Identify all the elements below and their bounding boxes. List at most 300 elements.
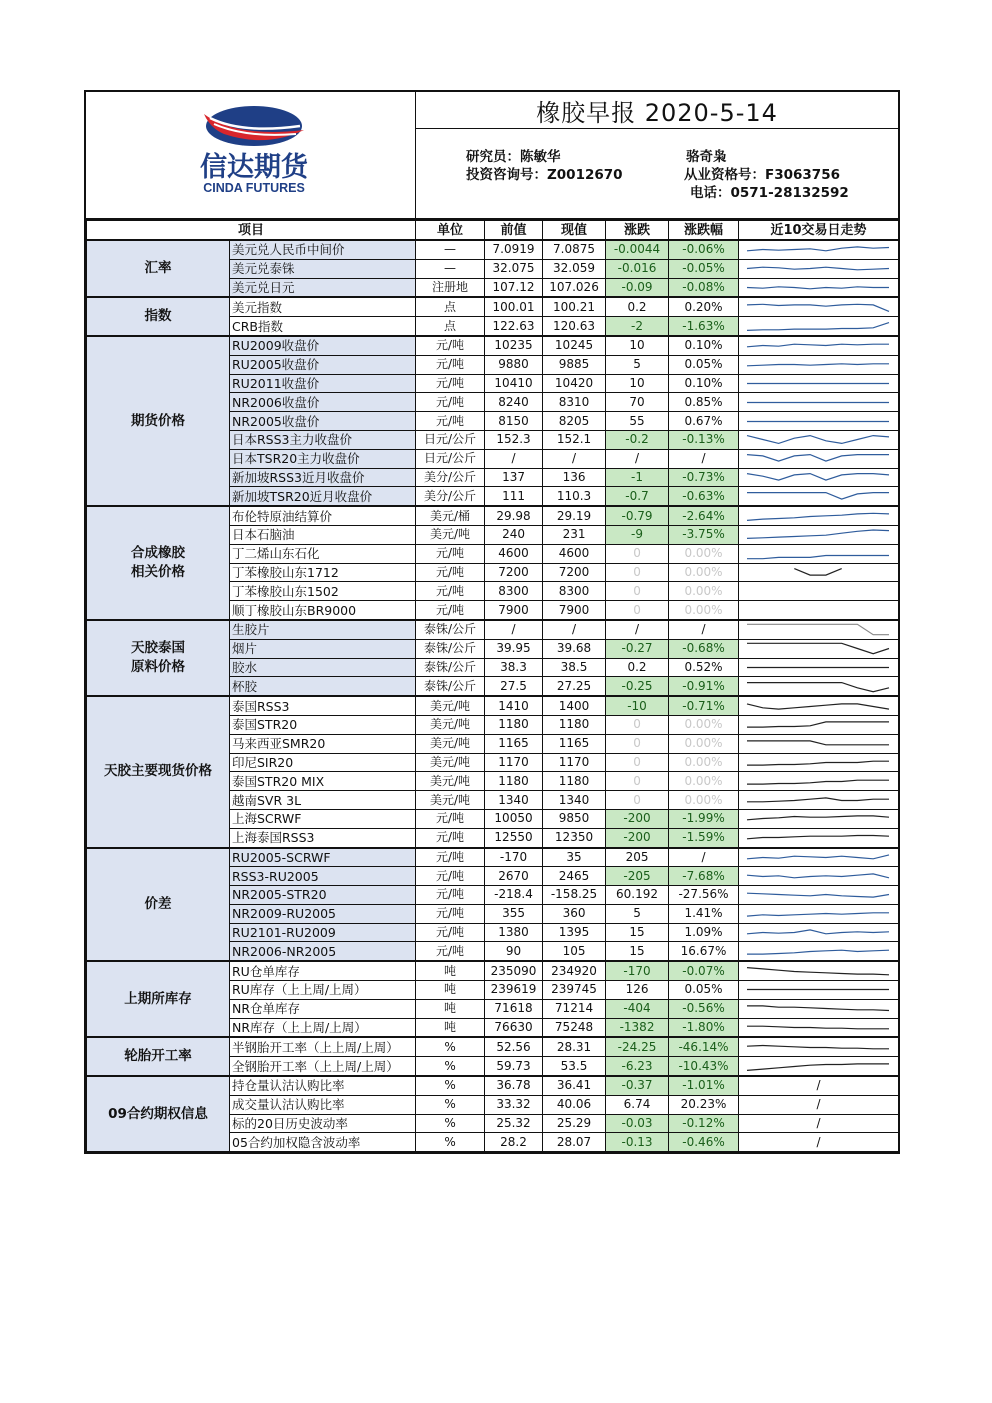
unit-cell: 泰铢/公斤 — [416, 639, 485, 658]
change-value: -2 — [606, 317, 669, 336]
sparkline-cell — [739, 923, 899, 942]
trend-placeholder: / — [739, 1095, 899, 1114]
prev-value: 122.63 — [485, 317, 543, 336]
sparkline-path — [747, 1026, 889, 1029]
sparkline-icon — [739, 488, 897, 505]
sparkline-icon — [739, 621, 897, 638]
sparkline-path — [747, 836, 889, 839]
sparkline-cell — [739, 904, 899, 923]
unit-cell: % — [416, 1037, 485, 1056]
prev-value: 38.3 — [485, 658, 543, 677]
change-value: 10 — [606, 336, 669, 355]
prev-value: 28.2 — [485, 1133, 543, 1152]
cur-value: 1170 — [543, 753, 606, 772]
cur-value: 7200 — [543, 563, 606, 582]
change-value: -24.25 — [606, 1037, 669, 1056]
sparkline-cell — [739, 658, 899, 677]
unit-cell: 元/吨 — [416, 809, 485, 828]
cur-value: 39.68 — [543, 639, 606, 658]
unit-cell: 泰铢/公斤 — [416, 620, 485, 639]
unit-cell: 元/吨 — [416, 355, 485, 374]
prev-value: 1180 — [485, 772, 543, 791]
change-value: / — [606, 449, 669, 468]
sparkline-path — [747, 247, 889, 251]
item-name: NR库存（上上周/上周） — [230, 1018, 416, 1037]
change-value: 0 — [606, 544, 669, 563]
sparkline-path — [747, 287, 889, 289]
unit-cell: 元/吨 — [416, 412, 485, 431]
change-value: 0 — [606, 791, 669, 810]
sparkline-cell — [739, 278, 899, 297]
sparkline-cell — [739, 848, 899, 867]
change-value: 6.74 — [606, 1095, 669, 1114]
sparkline-icon — [739, 735, 897, 752]
item-name: 马来西亚SMR20 — [230, 734, 416, 753]
unit-cell: 元/吨 — [416, 923, 485, 942]
change-pct: -1.63% — [669, 317, 739, 336]
phone-number: 电话：0571-28132592 — [690, 185, 849, 201]
header-right — [416, 92, 898, 218]
trend-placeholder: / — [739, 1076, 899, 1095]
prev-value: 235090 — [485, 961, 543, 980]
cur-value: 9850 — [543, 809, 606, 828]
sparkline-cell — [739, 715, 899, 734]
sparkline-cell — [739, 412, 899, 431]
sparkline-cell — [739, 544, 899, 563]
item-name: RU2005收盘价 — [230, 355, 416, 374]
unit-cell: — — [416, 240, 485, 259]
sparkline-cell — [739, 374, 899, 393]
item-name: 印尼SIR20 — [230, 753, 416, 772]
unit-cell: % — [416, 1057, 485, 1076]
prev-value: 239619 — [485, 981, 543, 1000]
sparkline-cell — [739, 240, 899, 259]
item-name: 顺丁橡胶山东BR9000 — [230, 601, 416, 620]
sparkline-cell — [739, 828, 899, 847]
change-value: 0 — [606, 715, 669, 734]
cur-value: 2465 — [543, 867, 606, 886]
sparkline-icon — [739, 773, 897, 790]
sparkline-icon — [739, 659, 897, 676]
change-pct: -0.63% — [669, 487, 739, 506]
sparkline-path — [747, 950, 889, 954]
sparkline-path — [747, 816, 889, 820]
item-name: NR2005收盘价 — [230, 412, 416, 431]
sparkline-cell — [739, 886, 899, 905]
unit-cell: 元/吨 — [416, 886, 485, 905]
sparkline-icon — [739, 602, 897, 619]
change-value: -0.0044 — [606, 240, 669, 259]
unit-cell: 元/吨 — [416, 867, 485, 886]
item-name: 持仓量认沽认购比率 — [230, 1076, 416, 1095]
sparkline-cell — [739, 355, 899, 374]
change-value: -0.79 — [606, 506, 669, 525]
prev-value: / — [485, 449, 543, 468]
item-name: NR2006-NR2005 — [230, 942, 416, 961]
sparkline-cell — [739, 487, 899, 506]
cur-value: 152.1 — [543, 430, 606, 449]
staff-info — [416, 129, 898, 218]
change-pct: 1.41% — [669, 904, 739, 923]
qualification-number: 从业资格号：F3063756 — [684, 167, 840, 183]
prev-value: 10410 — [485, 374, 543, 393]
change-pct: 0.00% — [669, 791, 739, 810]
sparkline-path — [747, 913, 889, 916]
report-sheet — [84, 90, 900, 1154]
item-name: 美元兑泰铢 — [230, 259, 416, 278]
change-pct: 0.52% — [669, 658, 739, 677]
change-value: -0.25 — [606, 677, 669, 696]
consult-number: 投资咨询号：Z0012670 — [466, 167, 623, 183]
change-value: -404 — [606, 999, 669, 1018]
sparkline-path — [747, 682, 889, 691]
sparkline-icon — [739, 1019, 897, 1036]
sparkline-icon — [739, 431, 897, 448]
prev-value: 10050 — [485, 809, 543, 828]
sparkline-icon — [739, 886, 897, 903]
prev-value: 71618 — [485, 999, 543, 1018]
change-pct: -10.43% — [669, 1057, 739, 1076]
change-value: 126 — [606, 981, 669, 1000]
change-value: 60.192 — [606, 886, 669, 905]
item-name: 日本TSR20主力收盘价 — [230, 449, 416, 468]
sparkline-path — [747, 741, 889, 745]
item-name: RU2011收盘价 — [230, 374, 416, 393]
item-name: 美元兑人民币中间价 — [230, 240, 416, 259]
sparkline-cell — [739, 753, 899, 772]
sparkline-path — [747, 703, 889, 708]
sparkline-icon — [739, 469, 897, 486]
change-pct: 0.05% — [669, 981, 739, 1000]
cur-value: 239745 — [543, 981, 606, 1000]
category-cell: 天胶泰国 原料价格 — [87, 620, 230, 696]
unit-cell: 美元/桶 — [416, 506, 485, 525]
cur-value: 71214 — [543, 999, 606, 1018]
item-name: NR2005-STR20 — [230, 886, 416, 905]
cur-value: 35 — [543, 848, 606, 867]
sparkline-path — [747, 1006, 889, 1011]
sparkline-path — [747, 643, 889, 653]
change-value: -0.03 — [606, 1114, 669, 1133]
change-pct: 0.00% — [669, 601, 739, 620]
table-row — [87, 848, 899, 867]
data-table — [86, 220, 899, 1152]
item-name: 泰国STR20 MIX — [230, 772, 416, 791]
change-pct: -0.06% — [669, 240, 739, 259]
cur-value: 110.3 — [543, 487, 606, 506]
sparkline-cell — [739, 809, 899, 828]
item-name: 标的20日历史波动率 — [230, 1114, 416, 1133]
item-name: 生胶片 — [230, 620, 416, 639]
cur-value: 4600 — [543, 544, 606, 563]
sparkline-icon — [739, 241, 897, 258]
change-value: -0.27 — [606, 639, 669, 658]
change-value: -10 — [606, 696, 669, 715]
unit-cell: 元/吨 — [416, 848, 485, 867]
cur-value: -158.25 — [543, 886, 606, 905]
item-name: 上海SCRWF — [230, 809, 416, 828]
change-value: -170 — [606, 961, 669, 980]
unit-cell: 元/吨 — [416, 582, 485, 601]
category-cell: 轮胎开工率 — [87, 1037, 230, 1076]
change-value: -200 — [606, 828, 669, 847]
sparkline-icon — [739, 1039, 897, 1056]
change-pct: 0.67% — [669, 412, 739, 431]
sparkline-path — [747, 322, 889, 330]
change-pct: -3.75% — [669, 525, 739, 544]
item-name: 泰国STR20 — [230, 715, 416, 734]
logo-en-text: CINDA FUTURES — [203, 181, 305, 195]
change-pct: -0.13% — [669, 430, 739, 449]
trend-placeholder: / — [739, 1133, 899, 1152]
change-value: 70 — [606, 393, 669, 412]
prev-value: 52.56 — [485, 1037, 543, 1056]
item-name: 丁二烯山东石化 — [230, 544, 416, 563]
sparkline-icon — [739, 260, 897, 277]
change-value: 15 — [606, 923, 669, 942]
change-value: -1382 — [606, 1018, 669, 1037]
item-name: 日本石脑油 — [230, 525, 416, 544]
cur-value: 28.07 — [543, 1133, 606, 1152]
sparkline-icon — [739, 375, 897, 392]
sparkline-cell — [739, 1037, 899, 1056]
change-pct: 0.00% — [669, 715, 739, 734]
unit-cell: 泰铢/公斤 — [416, 677, 485, 696]
sparkline-cell — [739, 942, 899, 961]
item-name: 上海泰国RSS3 — [230, 828, 416, 847]
change-pct: 0.05% — [669, 355, 739, 374]
cur-value: 8205 — [543, 412, 606, 431]
item-name: 新加坡RSS3近月收盘价 — [230, 468, 416, 487]
change-value: -0.09 — [606, 278, 669, 297]
prev-value: / — [485, 620, 543, 639]
cur-value: 40.06 — [543, 1095, 606, 1114]
cur-value: 100.21 — [543, 297, 606, 316]
sparkline-path — [747, 513, 889, 520]
cur-value: 7900 — [543, 601, 606, 620]
change-value: / — [606, 620, 669, 639]
prev-value: 33.32 — [485, 1095, 543, 1114]
sparkline-path — [747, 1045, 889, 1048]
cur-value: 53.5 — [543, 1057, 606, 1076]
researcher-label: 研究员：陈敏华 — [466, 149, 561, 165]
sparkline-icon — [739, 943, 897, 960]
change-value: 0 — [606, 563, 669, 582]
sparkline-icon — [739, 299, 897, 316]
unit-cell: % — [416, 1095, 485, 1114]
cur-value: 1400 — [543, 696, 606, 715]
sparkline-path — [747, 967, 889, 974]
sparkline-cell — [739, 430, 899, 449]
change-pct: 0.85% — [669, 393, 739, 412]
unit-cell: 元/吨 — [416, 544, 485, 563]
unit-cell: 日元/公斤 — [416, 430, 485, 449]
category-cell: 09合约期权信息 — [87, 1076, 230, 1152]
sparkline-cell — [739, 259, 899, 278]
prev-value: 29.98 — [485, 506, 543, 525]
unit-cell: 注册地 — [416, 278, 485, 297]
change-pct: -0.07% — [669, 961, 739, 980]
change-pct: / — [669, 848, 739, 867]
change-pct: 0.00% — [669, 753, 739, 772]
sparkline-path — [747, 267, 889, 270]
sparkline-cell — [739, 336, 899, 355]
sparkline-cell — [739, 449, 899, 468]
sparkline-path — [747, 304, 889, 311]
change-pct: -0.12% — [669, 1114, 739, 1133]
prev-value: 2670 — [485, 867, 543, 886]
item-name: 杯胶 — [230, 677, 416, 696]
cur-value: 1395 — [543, 923, 606, 942]
second-researcher: 骆奇枭 — [686, 149, 727, 165]
col-header-prev: 前值 — [485, 221, 543, 241]
sparkline-icon — [739, 337, 897, 354]
table-row — [87, 506, 899, 525]
sparkline-cell — [739, 1057, 899, 1076]
change-pct: 0.00% — [669, 772, 739, 791]
prev-value: 32.075 — [485, 259, 543, 278]
sparkline-icon — [739, 829, 897, 846]
sparkline-path — [747, 722, 889, 727]
sparkline-path — [747, 492, 889, 499]
sparkline-icon — [739, 640, 897, 657]
change-value: -205 — [606, 867, 669, 886]
cur-value: 120.63 — [543, 317, 606, 336]
sparkline-path — [747, 855, 889, 859]
change-pct: -0.05% — [669, 259, 739, 278]
unit-cell: 美元/吨 — [416, 753, 485, 772]
item-name: 丁苯橡胶山东1712 — [230, 563, 416, 582]
item-name: NR2006收盘价 — [230, 393, 416, 412]
cur-value: 32.059 — [543, 259, 606, 278]
change-pct: -1.01% — [669, 1076, 739, 1095]
sparkline-icon — [739, 318, 897, 335]
unit-cell: — — [416, 259, 485, 278]
prev-value: 90 — [485, 942, 543, 961]
change-pct: 0.20% — [669, 297, 739, 316]
col-header-unit: 单位 — [416, 221, 485, 241]
change-value: -0.016 — [606, 259, 669, 278]
cur-value: 10420 — [543, 374, 606, 393]
change-value: 0 — [606, 772, 669, 791]
sparkline-icon — [739, 678, 897, 695]
unit-cell: 吨 — [416, 961, 485, 980]
category-cell: 指数 — [87, 297, 230, 336]
sparkline-path — [747, 530, 889, 538]
change-value: -1 — [606, 468, 669, 487]
cur-value: 105 — [543, 942, 606, 961]
prev-value: 1340 — [485, 791, 543, 810]
sparkline-cell — [739, 696, 899, 715]
cur-value: 27.25 — [543, 677, 606, 696]
change-pct: -7.68% — [669, 867, 739, 886]
sparkline-path — [747, 930, 889, 934]
sparkline-cell — [739, 601, 899, 620]
sparkline-cell — [739, 393, 899, 412]
change-value: 0.2 — [606, 297, 669, 316]
item-name: NR2009-RU2005 — [230, 904, 416, 923]
change-value: -200 — [606, 809, 669, 828]
sparkline-path — [747, 556, 889, 559]
prev-value: 4600 — [485, 544, 543, 563]
sparkline-icon — [739, 413, 897, 430]
change-pct: 0.00% — [669, 734, 739, 753]
sparkline-path — [747, 761, 889, 765]
sparkline-path — [747, 780, 889, 784]
sparkline-cell — [739, 999, 899, 1018]
prev-value: 1165 — [485, 734, 543, 753]
sparkline-icon — [739, 754, 897, 771]
sparkline-path — [747, 474, 889, 481]
change-pct: -1.80% — [669, 1018, 739, 1037]
category-cell: 汇率 — [87, 240, 230, 297]
change-pct: -0.46% — [669, 1133, 739, 1152]
prev-value: 9880 — [485, 355, 543, 374]
item-name: 半钢胎开工率（上上周/上周） — [230, 1037, 416, 1056]
sparkline-icon — [739, 526, 897, 543]
unit-cell: 元/吨 — [416, 942, 485, 961]
change-pct: 1.09% — [669, 923, 739, 942]
sparkline-path — [747, 364, 889, 366]
col-header-chg: 涨跌 — [606, 221, 669, 241]
prev-value: 111 — [485, 487, 543, 506]
table-row — [87, 240, 899, 259]
sparkline-path — [747, 625, 889, 635]
cur-value: 38.5 — [543, 658, 606, 677]
item-name: 胶水 — [230, 658, 416, 677]
item-name: NR仓单库存 — [230, 999, 416, 1018]
change-value: -0.2 — [606, 430, 669, 449]
sparkline-icon — [739, 868, 897, 885]
cur-value: 8300 — [543, 582, 606, 601]
item-name: 越南SVR 3L — [230, 791, 416, 810]
col-header-item: 项目 — [87, 221, 416, 241]
sparkline-icon — [739, 698, 897, 715]
sparkline-cell — [739, 1018, 899, 1037]
cur-value: 36.41 — [543, 1076, 606, 1095]
prev-value: -218.4 — [485, 886, 543, 905]
prev-value: -170 — [485, 848, 543, 867]
prev-value: 7.0919 — [485, 240, 543, 259]
unit-cell: % — [416, 1133, 485, 1152]
sparkline-cell — [739, 734, 899, 753]
cur-value: 75248 — [543, 1018, 606, 1037]
change-pct: -0.73% — [669, 468, 739, 487]
unit-cell: 元/吨 — [416, 828, 485, 847]
category-cell: 期货价格 — [87, 336, 230, 506]
change-pct: / — [669, 449, 739, 468]
unit-cell: 元/吨 — [416, 563, 485, 582]
table-row — [87, 961, 899, 980]
change-pct: 16.67% — [669, 942, 739, 961]
change-pct: -0.56% — [669, 999, 739, 1018]
cur-value: / — [543, 620, 606, 639]
cinda-logo-icon — [166, 104, 346, 200]
cur-value: 1180 — [543, 715, 606, 734]
sparkline-cell — [739, 867, 899, 886]
cur-value: 29.19 — [543, 506, 606, 525]
change-pct: -1.59% — [669, 828, 739, 847]
change-value: -9 — [606, 525, 669, 544]
prev-value: 1410 — [485, 696, 543, 715]
col-header-trend: 近10交易日走势 — [739, 221, 899, 241]
sparkline-icon — [739, 924, 897, 941]
item-name: 成交量认沽认购比率 — [230, 1095, 416, 1114]
change-pct: 0.10% — [669, 374, 739, 393]
prev-value: 8150 — [485, 412, 543, 431]
category-cell: 天胶主要现货价格 — [87, 696, 230, 847]
change-value: 10 — [606, 374, 669, 393]
